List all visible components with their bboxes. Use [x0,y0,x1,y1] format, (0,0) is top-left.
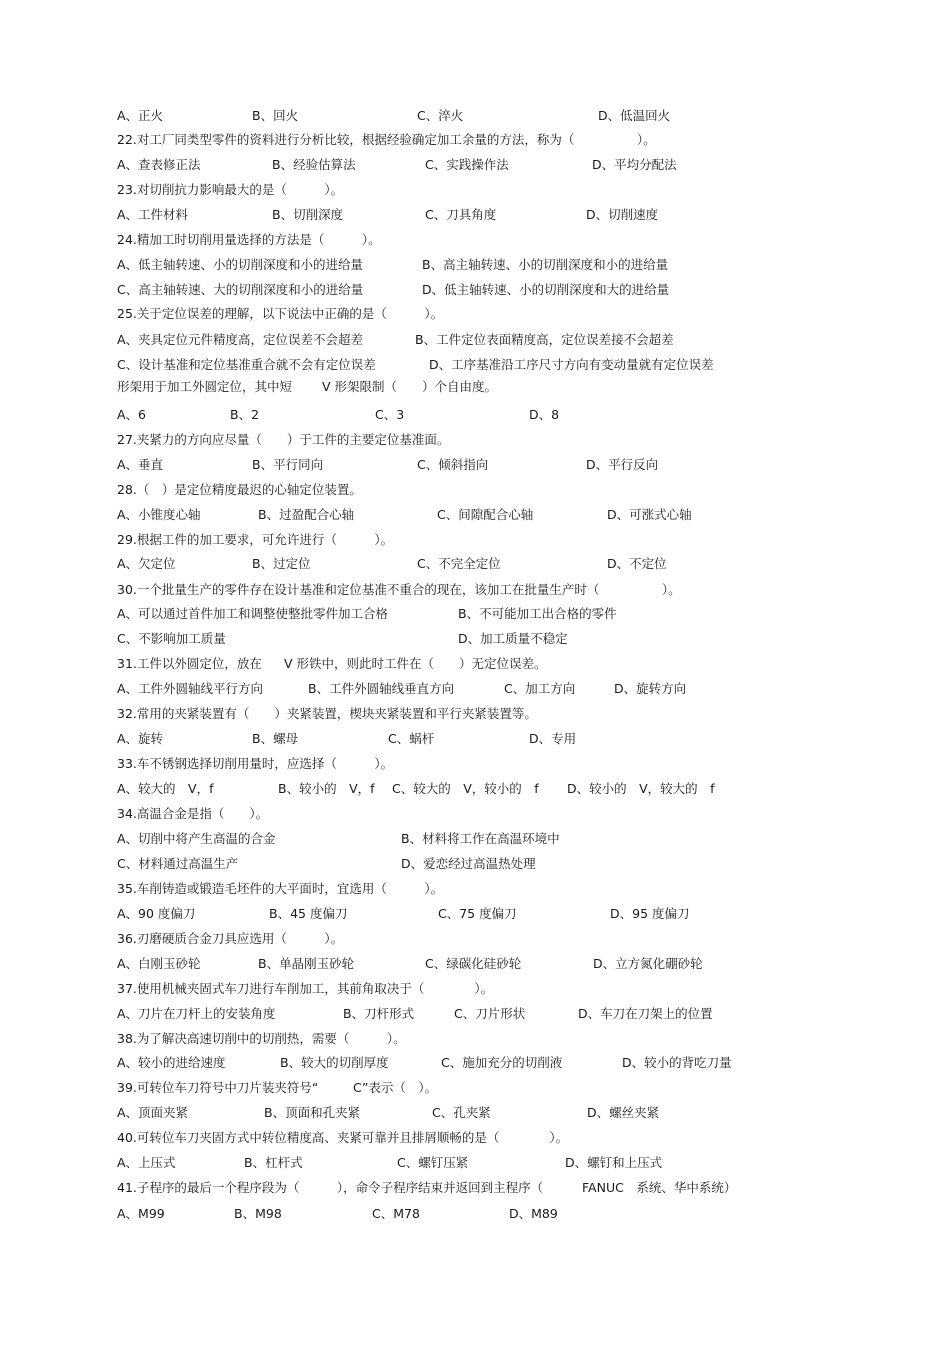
option-text: D、切削速度 [586,207,659,222]
answer-options-row [0,1154,950,1172]
answer-options-row [0,107,950,125]
question-text: 41.子程序的最后一个程序段为（ ），命令子程序结束并返回到主程序（ [117,1180,544,1195]
question-line [0,1179,950,1197]
option-text: A、较小的进给速度 [117,1055,226,1070]
question-line [0,378,950,396]
option-text: A、垂直 [117,457,164,472]
option-text: A、工件外圆轴线平行方向 [117,681,264,696]
option-text: D、专用 [529,731,577,746]
option-text: A、欠定位 [117,556,176,571]
question-line [0,481,950,499]
question-line [0,231,950,249]
option-text: C、材料通过高温生产 [117,856,239,871]
answer-options-row [0,281,950,299]
question-text: 33.车不锈钢选择切削用量时，应选择（ ）。 [117,756,394,771]
answer-options-row [0,680,950,698]
answer-options-row [0,331,950,349]
option-text: B、经验估算法 [272,157,356,172]
option-text: C、3 [375,407,405,422]
question-line [0,705,950,723]
option-text: D、M89 [509,1206,558,1221]
question-text: C”表示（ ）。 [353,1080,438,1095]
option-text: D、低主轴转速、小的切削深度和大的进给量 [422,282,670,297]
option-text: B、切削深度 [272,207,344,222]
answer-options-row [0,1005,950,1023]
option-text: B、平行同向 [252,457,324,472]
option-text: A、顶面夹紧 [117,1105,189,1120]
option-text: A、夹具定位元件精度高，定位误差不会超差 [117,332,364,347]
option-text: D、平行反向 [586,457,659,472]
question-text: 34.高温合金是指（ ）。 [117,806,269,821]
question-text: 23.对切削抗力影响最大的是（ ）。 [117,182,344,197]
question-line [0,930,950,948]
question-line [0,581,950,599]
answer-options-row [0,730,950,748]
option-text: A、6 [117,407,147,422]
option-text: B、高主轴转速、小的切削深度和小的进给量 [422,257,669,272]
option-text: D、爱恋经过高温热处理 [401,856,536,871]
option-text: B、杠杆式 [244,1155,303,1170]
question-text: 32.常用的夹紧装置有（ ）夹紧装置，楔块夹紧装置和平行夹紧装置等。 [117,706,537,721]
option-text: C、绿碳化硅砂轮 [425,956,522,971]
option-text: D、较小的 V，较大的 f [567,781,715,796]
question-text: V 形架限制（ ）个自由度。 [322,379,498,394]
question-text: 36.刃磨硬质合金刀具应选用（ ）。 [117,931,344,946]
option-text: C、75 度偏刀 [438,906,517,921]
option-text: C、不完全定位 [417,556,501,571]
question-text: 28.（ ）是定位精度最迟的心轴定位装置。 [117,482,362,497]
option-text: B、顶面和孔夹紧 [264,1105,361,1120]
answer-options-row [0,830,950,848]
answer-options-row [0,356,950,374]
question-text: V 形铁中，则此时工件在（ ）无定位误差。 [284,656,547,671]
question-line [0,980,950,998]
answer-options-row [0,955,950,973]
answer-options-row [0,1205,950,1223]
option-text: D、8 [529,407,560,422]
option-text: B、工件定位表面精度高，定位误差接不会超差 [415,332,674,347]
question-line [0,1030,950,1048]
question-line [0,805,950,823]
answer-options-row [0,406,950,424]
option-text: C、倾斜指向 [417,457,489,472]
option-text: A、旋转 [117,731,164,746]
option-text: B、过定位 [252,556,311,571]
answer-options-row [0,1054,950,1072]
question-text: 38.为了解决高速切削中的切削热，需要（ ）。 [117,1031,406,1046]
question-line [0,655,950,673]
question-text: 31.工件以外圆定位，放在 [117,656,262,671]
answer-options-row [0,156,950,174]
option-text: D、加工质量不稳定 [458,631,568,646]
option-text: D、螺钉和上压式 [565,1155,663,1170]
option-text: B、刀杆形式 [343,1006,415,1021]
option-text: D、立方氮化硼砂轮 [593,956,703,971]
answer-options-row [0,206,950,224]
option-text: A、M99 [117,1206,165,1221]
option-text: D、车刀在刀架上的位置 [578,1006,713,1021]
option-text: D、较小的背吃刀量 [622,1055,732,1070]
question-text: 27.夹紧力的方向应尽量（ ）于工件的主要定位基准面。 [117,432,450,447]
question-line [0,755,950,773]
option-text: B、不可能加工出合格的零件 [458,606,617,621]
answer-options-row [0,905,950,923]
option-text: A、切削中将产生高温的合金 [117,831,276,846]
option-text: D、可涨式心轴 [607,507,692,522]
question-line [0,305,950,323]
option-text: C、刀片形状 [454,1006,526,1021]
answer-options-row [0,506,950,524]
option-text: A、可以通过首件加工和调整使整批零件加工合格 [117,606,389,621]
option-text: C、淬火 [417,108,464,123]
option-text: B、回火 [252,108,299,123]
question-text: 形架用于加工外圆定位，其中短 [117,379,293,394]
option-text: D、不定位 [607,556,667,571]
option-text: A、90 度偏刀 [117,906,196,921]
option-text: D、螺丝夹紧 [587,1105,660,1120]
option-text: C、蜗杆 [388,731,435,746]
question-line [0,181,950,199]
question-text: 37.使用机械夹固式车刀进行车削加工，其前角取决于（ ）。 [117,981,494,996]
question-line [0,431,950,449]
option-text: A、正火 [117,108,164,123]
option-text: C、设计基准和定位基准重合就不会有定位误差 [117,357,376,372]
option-text: D、95 度偏刀 [610,906,690,921]
option-text: A、查表修正法 [117,157,201,172]
option-text: B、过盈配合心轴 [258,507,355,522]
option-text: B、M98 [234,1206,282,1221]
option-text: B、螺母 [252,731,299,746]
option-text: C、M78 [372,1206,420,1221]
answer-options-row [0,555,950,573]
option-text: C、螺钉压紧 [397,1155,469,1170]
option-text: C、实践操作法 [425,157,509,172]
answer-options-row [0,256,950,274]
option-text: C、加工方向 [504,681,576,696]
answer-options-row [0,630,950,648]
option-text: A、较大的 V，f [117,781,214,796]
option-text: A、工件材料 [117,207,189,222]
answer-options-row [0,605,950,623]
answer-options-row [0,1104,950,1122]
option-text: C、施加充分的切削液 [441,1055,563,1070]
option-text: C、刀具角度 [425,207,497,222]
question-text: FANUC 系统、华中系统） [582,1180,737,1195]
option-text: C、不影响加工质量 [117,631,226,646]
question-line [0,1129,950,1147]
option-text: B、45 度偏刀 [269,906,348,921]
question-line [0,131,950,149]
option-text: B、单晶刚玉砂轮 [258,956,355,971]
question-text: 29.根据工件的加工要求，可允许进行（ ）。 [117,532,394,547]
option-text: B、2 [230,407,260,422]
option-text: A、上压式 [117,1155,176,1170]
option-text: A、刀片在刀杆上的安装角度 [117,1006,276,1021]
answer-options-row [0,456,950,474]
option-text: A、白刚玉砂轮 [117,956,201,971]
question-text: 39.可转位车刀符号中刀片装夹符号“ [117,1080,319,1095]
question-text: 40.可转位车刀夹固方式中转位精度高、夹紧可靠并且排屑顺畅的是（ ）。 [117,1130,569,1145]
question-text: 30.一个批量生产的零件存在设计基准和定位基准不重合的现在，该加工在批量生产时（ ）。 [117,582,681,597]
option-text: C、间隙配合心轴 [437,507,534,522]
option-text: C、孔夹紧 [432,1105,491,1120]
option-text: B、较大的切削厚度 [280,1055,389,1070]
answer-options-row [0,855,950,873]
option-text: D、工序基准沿工序尺寸方向有变动量就有定位误差 [429,357,714,372]
option-text: D、旋转方向 [614,681,687,696]
question-line [0,880,950,898]
question-line [0,531,950,549]
question-text: 22.对工厂同类型零件的资料进行分析比较，根据经验确定加工余量的方法，称为（ ）。 [117,132,656,147]
option-text: B、较小的 V，f [278,781,375,796]
option-text: D、低温回火 [598,108,671,123]
option-text: B、材料将工作在高温环境中 [401,831,560,846]
option-text: D、平均分配法 [592,157,677,172]
option-text: A、小锥度心轴 [117,507,201,522]
question-line [0,1079,950,1097]
answer-options-row [0,780,950,798]
question-text: 35.车削铸造或锻造毛坯件的大平面时，宜选用（ ）。 [117,881,444,896]
option-text: A、低主轴转速、小的切削深度和小的进给量 [117,257,364,272]
option-text: C、较大的 V，较小的 f [392,781,539,796]
question-text: 24.精加工时切削用量选择的方法是（ ）。 [117,232,381,247]
option-text: C、高主轴转速、大的切削深度和小的进给量 [117,282,364,297]
question-text: 25.关于定位误差的理解，以下说法中正确的是（ ）。 [117,306,444,321]
option-text: B、工件外圆轴线垂直方向 [308,681,455,696]
